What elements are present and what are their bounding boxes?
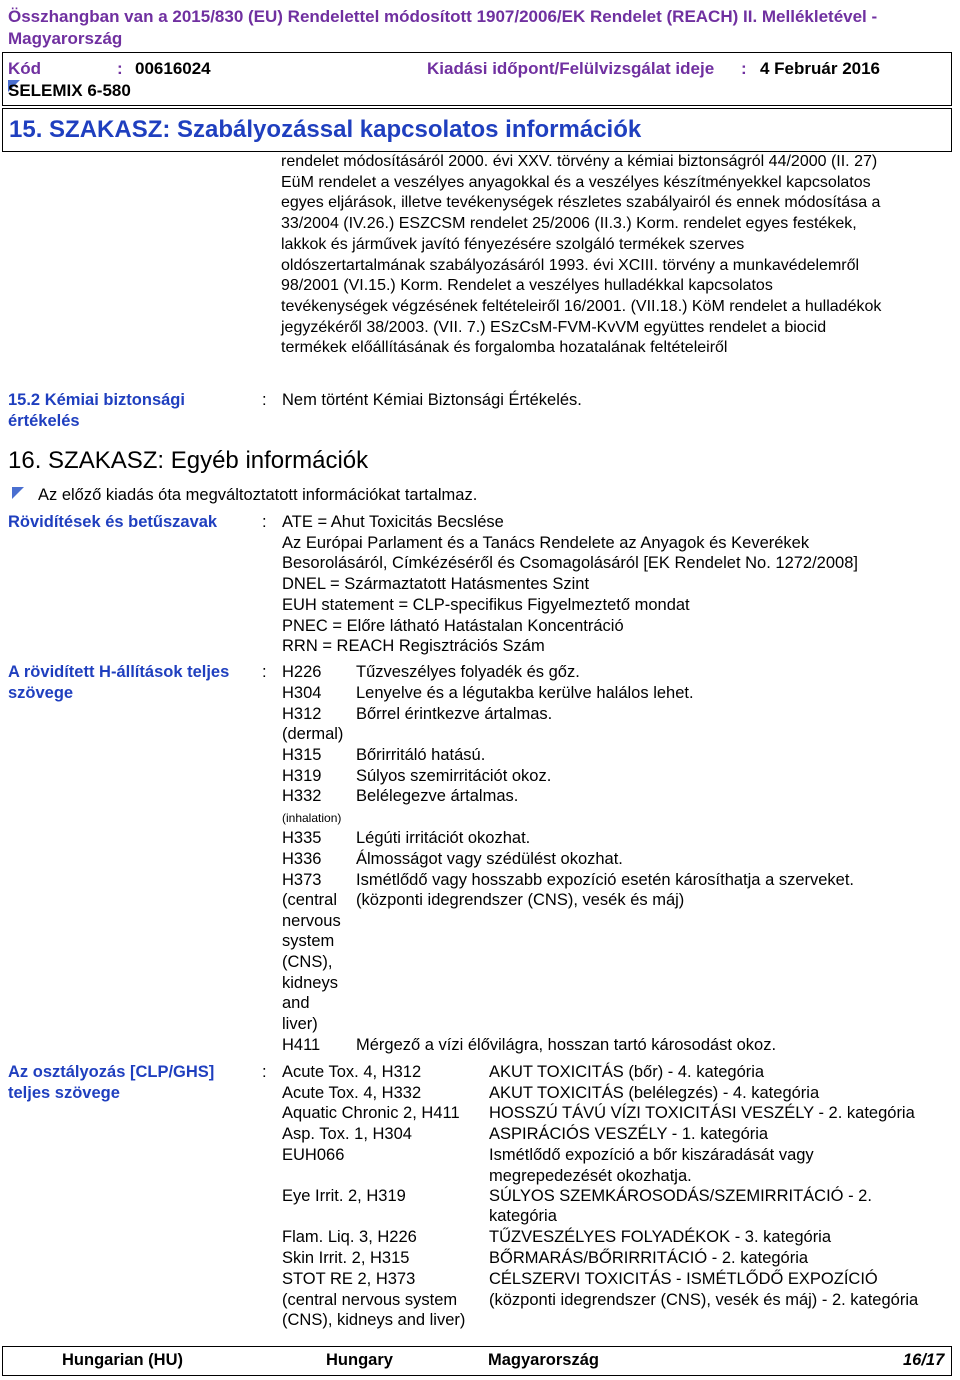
abbreviation-line: EUH statement = CLP-specifikus Figyelmeztető mondat <box>282 595 690 614</box>
code-label: Kód <box>8 59 42 78</box>
date-colon: : <box>741 59 747 78</box>
product-name: SELEMIX 6-580 <box>8 81 131 100</box>
clp-description: CÉLSZERVI TOXICITÁS - ISMÉTLŐDŐ EXPOZÍCIÓ <box>489 1270 878 1288</box>
abbreviation-line: Besorolásáról, Címkézéséről és Csomagolásáról [EK Rendelet No. 1272/2008] <box>282 554 858 573</box>
clp-label: Az osztályozás [CLP/GHS] teljes szövege <box>8 1063 215 1102</box>
h-text: (központi idegrendszer (CNS), vesék és máj) <box>356 891 685 909</box>
regulation-line: termékek előállításának és forgalomba hozatalának feltételeiről <box>281 339 728 357</box>
abbreviation-line: DNEL = Származtatott Hatásmentes Szint <box>282 575 590 594</box>
footer-language: Hungarian (HU) <box>62 1351 183 1369</box>
code-value: 00616024 <box>135 59 211 78</box>
regulation-text <box>281 152 881 359</box>
footer-country: Hungary <box>326 1351 393 1369</box>
h-code: and <box>282 994 310 1012</box>
clp-description: (központi idegrendszer (CNS), vesék és máj) - 2. kategória <box>489 1291 919 1309</box>
document-title: Összhangban van a 2015/830 (EU) Rendelettel módosított 1907/2006/EK Rendelet (REACH) II. Mellékletével - Magyarország <box>8 7 878 48</box>
regulation-line: oldószertartalmának szabályozásáról 1993. évi XCIII. törvény a munkavédelemről <box>281 256 860 274</box>
regulation-line: jegyzékéről 38/2003. (VII. 7.) ESzCsM-FVM-KvVM együttes rendelet a biocid <box>281 318 827 336</box>
regulation-line: 98/2001 (VI.15.) Korm. Rendelet a veszélyes hulladékkal kapcsolatos <box>281 277 773 295</box>
clp-class: Eye Irrit. 2, H319 <box>282 1187 406 1205</box>
h-code: H336 <box>282 850 322 868</box>
clp-class: EUH066 <box>282 1146 345 1164</box>
section-16-title: 16. SZAKASZ: Egyéb információk <box>8 447 369 474</box>
abbreviation-line: ATE = Ahut Toxicitás Becslése <box>282 513 504 531</box>
clp-description: AKUT TOXICITÁS (bőr) - 4. kategória <box>489 1063 765 1081</box>
chem-safety-value: Nem történt Kémiai Biztonsági Értékelés. <box>282 391 582 409</box>
h-code: H319 <box>282 767 322 785</box>
chem-safety-label: 15.2 Kémiai biztonsági értékelés <box>8 391 185 430</box>
regulation-line: tevékenységek végzésének feltételeiről 16/2001. (VII.18.) KöM rendelet a hulladékok <box>281 297 882 315</box>
h-code: H411 <box>282 1036 321 1054</box>
code-colon: : <box>117 59 123 78</box>
clp-class: Flam. Liq. 3, H226 <box>282 1228 417 1246</box>
abbreviations-label: Rövidítések és betűszavak <box>8 513 218 531</box>
clp-class: Acute Tox. 4, H312 <box>282 1063 422 1081</box>
h-code: H335 <box>282 829 322 847</box>
h-statements-label: A rövidített H-állítások teljes szövege <box>8 663 230 702</box>
h-text: Lenyelve és a légutakba kerülve halálos lehet. <box>356 684 694 702</box>
h-text: Belélegezve ártalmas. <box>356 787 519 805</box>
clp-description: TŰZVESZÉLYES FOLYADÉKOK - 3. kategória <box>489 1228 832 1246</box>
date-value: 4 Február 2016 <box>760 59 881 78</box>
clp-description: kategória <box>489 1207 557 1225</box>
h-code: H312 <box>282 705 322 723</box>
clp-description: Ismétlődő expozíció a bőr kiszáradását vagy <box>489 1146 814 1164</box>
h-code: liver) <box>282 1015 318 1033</box>
h-code: (inhalation) <box>282 811 342 825</box>
changed-marker-icon <box>12 487 24 499</box>
abbreviation-line: PNEC = Előre látható Hatástalan Koncentráció <box>282 616 624 635</box>
regulation-line: 33/2004 (IV.26.) ESZCSM rendelet 25/2006 (II.3.) Korm. rendelet egyes festékek, <box>281 215 857 233</box>
h-text: Bőrirritáló hatású. <box>356 746 486 764</box>
h-text: Álmosságot vagy szédülést okozhat. <box>356 850 623 868</box>
clp-class: Aquatic Chronic 2, H411 <box>282 1104 460 1122</box>
h-code: system <box>282 932 335 950</box>
clp-description: HOSSZÚ TÁVÚ VÍZI TOXICITÁSI VESZÉLY - 2. kategória <box>489 1104 915 1122</box>
h-code: (CNS), <box>282 953 333 971</box>
clp-class: (central nervous system <box>282 1291 458 1309</box>
date-label: Kiadási időpont/Felülvizsgálat ideje <box>427 59 715 78</box>
abbreviation-line: Az Európai Parlament és a Tanács Rendelete az Anyagok és Keverékek <box>282 533 810 552</box>
clp-class: Acute Tox. 4, H332 <box>282 1084 422 1102</box>
regulation-line: lakkok és járművek javító fényezésére szolgáló termékek szerves <box>281 235 745 253</box>
h-text: Súlyos szemirritációt okoz. <box>356 767 552 785</box>
h-code: (dermal) <box>282 725 344 743</box>
h-code: (central <box>282 891 338 909</box>
h-text: Ismétlődő vagy hosszabb expozíció esetén károsíthatja a szerveket. <box>356 871 855 889</box>
h-code: H332 <box>282 787 322 805</box>
clp-description: BŐRMARÁS/BŐRIRRITÁCIÓ - 2. kategória <box>489 1249 809 1267</box>
clp-class: Skin Irrit. 2, H315 <box>282 1249 410 1267</box>
clp-class: STOT RE 2, H373 <box>282 1270 416 1288</box>
h-text: Bőrrel érintkezve ártalmas. <box>356 705 553 723</box>
clp-description: AKUT TOXICITÁS (belélegzés) - 4. kategória <box>489 1084 820 1102</box>
clp-description: megrepedezését okozhatja. <box>489 1167 692 1185</box>
changed-note: Az előző kiadás óta megváltoztatott információkat tartalmaz. <box>38 486 478 504</box>
section-15-title: 15. SZAKASZ: Szabályozással kapcsolatos információk <box>9 116 642 143</box>
footer-country-local: Magyarország <box>488 1351 599 1369</box>
h-code: kidneys <box>282 974 338 992</box>
clp-class: (CNS), kidneys and liver) <box>282 1311 466 1329</box>
clp-description: SÚLYOS SZEMKÁROSODÁS/SZEMIRRITÁCIÓ - 2. <box>489 1187 872 1205</box>
h-code: H315 <box>282 746 322 764</box>
h-code: nervous <box>282 912 341 930</box>
h-text: Légúti irritációt okozhat. <box>356 829 531 847</box>
regulation-line: rendelet módosításáról 2000. évi XXV. törvény a kémiai biztonságról 44/2000 (II. 27) <box>281 153 878 170</box>
h-code: H304 <box>282 684 322 702</box>
abbreviations-list <box>282 512 858 657</box>
h-text: Mérgező a vízi élővilágra, hosszan tartó károsodást okoz. <box>356 1036 777 1054</box>
regulation-line: EüM rendelet a veszélyes anyagokkal és a veszélyes készítményekkel kapcsolatos <box>281 173 871 191</box>
clp-colon: : <box>262 1063 267 1081</box>
chem-safety-colon: : <box>262 391 267 409</box>
clp-description: ASPIRÁCIÓS VESZÉLY - 1. kategória <box>489 1125 769 1143</box>
h-code: H226 <box>282 663 322 681</box>
regulation-line: egyes eljárások, illetve tevékenységek részletes szabályairól és ennek módosítása a <box>281 194 881 212</box>
h-statements-colon: : <box>262 663 267 681</box>
h-code: H373 <box>282 871 322 889</box>
clp-class: Asp. Tox. 1, H304 <box>282 1125 412 1143</box>
h-text: Tűzveszélyes folyadék és gőz. <box>356 663 580 681</box>
page-number: 16/17 <box>903 1351 945 1369</box>
abbreviation-line: RRN = REACH Regisztrációs Szám <box>282 637 545 656</box>
abbreviations-colon: : <box>262 513 267 531</box>
